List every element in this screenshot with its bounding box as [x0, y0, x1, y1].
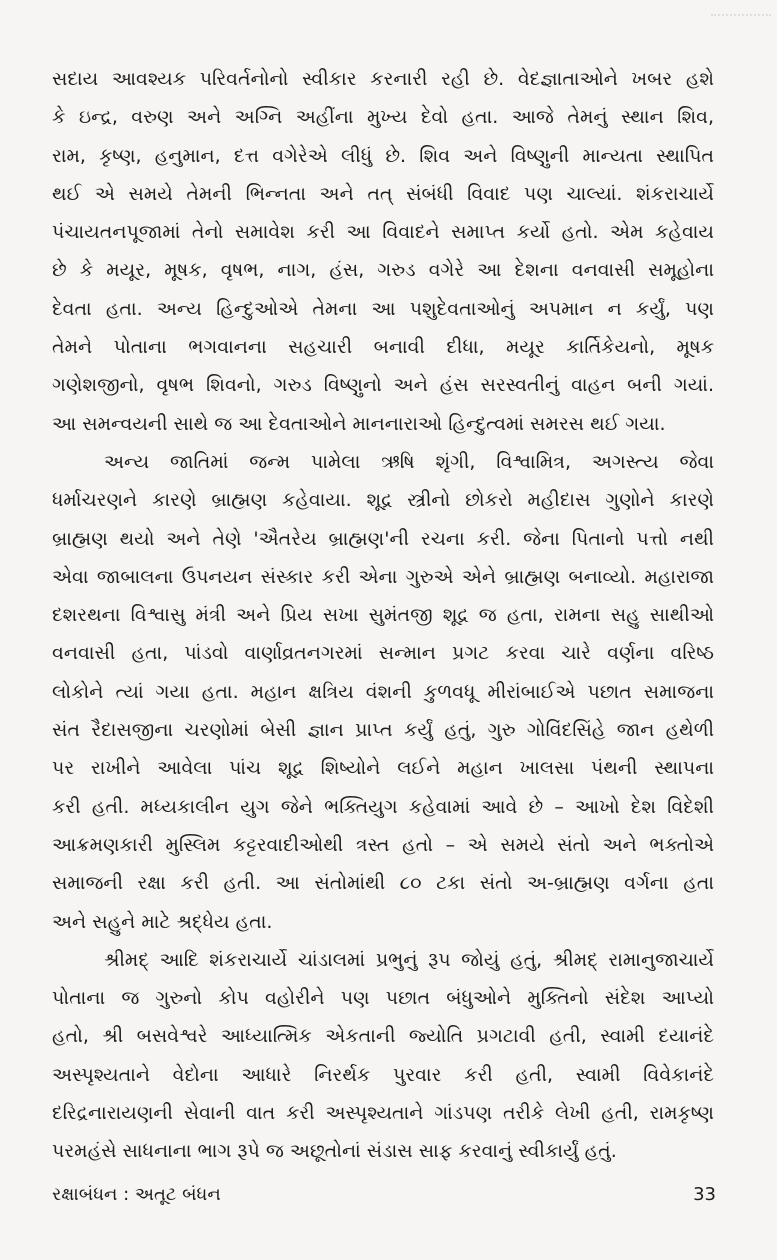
- paragraph: [52, 941, 714, 1171]
- text-line: સંત રૈદાસજીના ચરણોમાં બેસી જ્ઞાન પ્રાપ્ત કર્યું હતું, ગુરુ ગોવિંદસિંહે જાન હથેળી: [52, 719, 714, 742]
- text-line: થઈ એ સમયે તેમની ભિન્નતા અને તત્ સંબંધી વિવાદ પણ ચાલ્યાં. શંકરાચાર્યે: [52, 182, 714, 205]
- text-line: તેમને પોતાના ભગવાનના સહચારી બનાવી દીધા, મયૂર કાર્તિકેયનો, મૂષક: [52, 336, 714, 359]
- text-line: આક્રમણકારી મુસ્લિમ કટ્ટરવાદીઓથી ત્રસ્ત હતો – એ સમયે સંતો અને ભક્તોએ: [52, 833, 714, 856]
- text-line: અને સહુને માટે શ્રદ્ધેય હતા.: [52, 910, 273, 933]
- text-line: દશરથના વિશ્વાસુ મંત્રી અને પ્રિય સખા સુમંતજી શૂદ્ર જ હતા, રામના સહુ સાથીઓ: [52, 604, 714, 627]
- text-line: રામ, કૃષ્ણ, હનુમાન, દત્ત વગેરેએ લીધું છે. શિવ અને વિષ્ણુની માન્યતા સ્થાપિત: [52, 144, 714, 167]
- text-line: વનવાસી હતા, પાંડવો વાર્ણાવ્રતનગરમાં સન્માન પ્રગટ કરવા ચારે વર્ણના વરિષ્ઠ: [52, 642, 714, 665]
- text-line: શ્રીમદ્ આદિ શંકરાચાર્યે ચાંડાલમાં પ્રભુનું રૂપ જોયું હતું, શ્રીમદ્ રામાનુજાચાર્યે: [104, 948, 714, 971]
- text-line: છે કે મયૂર, મૂષક, વૃષભ, નાગ, હંસ, ગરુડ વગેરે આ દેશના વનવાસી સમૂહોના: [52, 259, 714, 282]
- text-line: બ્રાહ્મણ થયો અને તેણે 'ઐતરેય બ્રાહ્મણ'ની રચના કરી. જેના પિતાનો પત્તો નથી: [52, 527, 714, 550]
- text-line: સમાજની રક્ષા કરી હતી. આ સંતોમાંથી ૮૦ ટકા સંતો અ-બ્રાહ્મણ વર્ગના હતા: [52, 872, 714, 895]
- text-line: એવા જાબાલના ઉપનયન સંસ્કાર કરી એના ગુરુએ એને બ્રાહ્મણ બનાવ્યો. મહારાજા: [52, 565, 714, 588]
- text-line: લોકોને ત્યાં ગયા હતા. મહાન ક્ષત્રિય વંશની કુળવધૂ મીરાંબાઈએ પછાત સમાજના: [52, 680, 714, 703]
- text-line: પરમહંસે સાધનાના ભાગ રૂપે જ અછૂતોનાં સંડાસ સાફ કરવાનું સ્વીકાર્યું હતું.: [52, 1140, 617, 1163]
- text-line: દરિદ્રનારાયણની સેવાની વાત કરી અસ્પૃશ્યતાને ગાંડપણ તરીકે લેખી હતી, રામકૃષ્ણ: [52, 1102, 714, 1125]
- text-line: અસ્પૃશ્યતાને વેદોના આધારે નિરર્થક પુરવાર કરી હતી, સ્વામી વિવેકાનંદે: [52, 1063, 714, 1086]
- page-corner-mark: [711, 0, 771, 16]
- text-line: કે ઇન્દ્ર, વરુણ અને અગ્નિ અહીંના મુખ્ય દેવો હતા. આજે તેમનું સ્થાન શિવ,: [52, 106, 714, 129]
- paragraph: [52, 443, 714, 941]
- text-line: ધર્માચરણને કારણે બ્રાહ્મણ કહેવાયા. શૂદ્ર સ્ત્રીનો છોકરો મહીદાસ ગુણોને કારણે: [52, 489, 714, 512]
- text-line: અન્ય જાતિમાં જન્મ પામેલા ઋષિ શૃંગી, વિશ્વામિત્ર, અગસ્ત્ય જેવા: [104, 450, 714, 473]
- text-line: આ સમન્વયની સાથે જ આ દેવતાઓને માનનારાઓ હિન્દુત્વમાં સમરસ થઈ ગયા.: [52, 412, 666, 435]
- text-line: સદાય આવશ્યક પરિવર્તનોનો સ્વીકાર કરનારી રહી છે. વેદજ્ઞાતાઓને ખબર હશે: [52, 68, 714, 90]
- text-line: દેવતા હતા. અન્ય હિન્દુઓએ તેમના આ પશુદેવતાઓનું અપમાન ન કર્યું, પણ: [52, 297, 714, 320]
- page-number: 33: [693, 1184, 716, 1205]
- text-line: કરી હતી. મધ્યકાલીન યુગ જેને ભક્તિયુગ કહેવામાં આવે છે – આખો દેશ વિદેશી: [52, 795, 714, 818]
- footer-book-title: રક્ષાબંધન : અતૂટ બંધન: [52, 1184, 221, 1205]
- text-line: ગણેશજીનો, વૃષભ શિવનો, ગરુડ વિષ્ણુનો અને હંસ સરસ્વતીનું વાહન બની ગયાં.: [52, 374, 714, 397]
- text-line: પર રાખીને આવેલા પાંચ શૂદ્ર શિષ્યોને લઈને મહાન ખાલસા પંથની સ્થાપના: [52, 757, 714, 780]
- text-line: પંચાયતનપૂજામાં તેનો સમાવેશ કરી આ વિવાદને સમાપ્ત કર્યો હતો. એમ કહેવાય: [52, 221, 714, 244]
- paragraph: [52, 60, 714, 443]
- page-footer: [52, 1184, 716, 1205]
- text-line: હતો, શ્રી બસવેશ્વરે આધ્યાત્મિક એકતાની જ્યોતિ પ્રગટાવી હતી, સ્વામી દયાનંદે: [52, 1025, 714, 1048]
- body-text: [52, 60, 714, 1171]
- text-line: પોતાના જ ગુરુનો કોપ વહોરીને પણ પછાત બંધુઓને મુક્તિનો સંદેશ આપ્યો: [52, 987, 714, 1010]
